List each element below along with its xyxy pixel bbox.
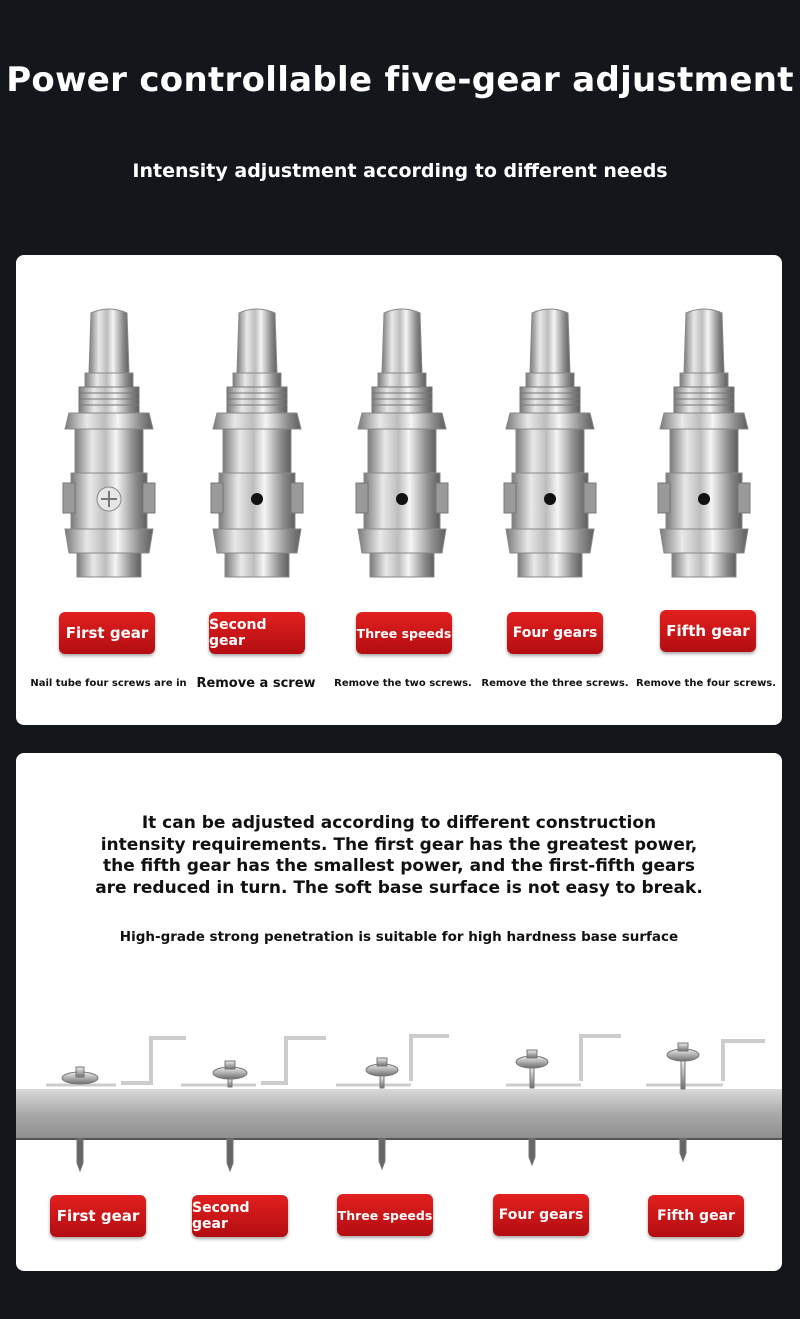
penetration-note: High-grade strong penetration is suitable for high hardness base surface <box>119 929 679 945</box>
bottom-gear-badge-2: Second gear <box>192 1195 288 1237</box>
description-paragraph <box>16 813 782 899</box>
gear-badge-2: Second gear <box>209 612 305 654</box>
gear-badge-5: Fifth gear <box>660 610 756 652</box>
gear-comparison-panel <box>16 255 782 725</box>
gear-caption-1: Nail tube four screws are in <box>30 678 187 689</box>
gear-caption-5: Remove the four screws. <box>636 678 777 689</box>
gear-caption-3: Remove the two screws. <box>334 678 472 689</box>
nail-tube-image-4 <box>490 303 610 583</box>
gear-badge-3: Three speeds <box>356 612 452 654</box>
bottom-gear-badge-1: First gear <box>50 1195 146 1237</box>
nail-tube-image-2 <box>197 303 317 583</box>
penetration-panel <box>16 753 782 1271</box>
gear-caption-4: Remove the three screws. <box>481 678 629 689</box>
page-subtitle: Intensity adjustment according to different needs <box>132 160 668 182</box>
nail-penetration-diagram <box>16 1023 782 1183</box>
bottom-gear-badge-3: Three speeds <box>337 1194 433 1236</box>
description-line: are reduced in turn. The soft base surface is not easy to break. <box>95 877 703 898</box>
page-title: Power controllable five-gear adjustment <box>6 60 794 100</box>
description-line: intensity requirements. The first gear has the greatest power, <box>100 834 698 855</box>
gear-badge-1: First gear <box>59 612 155 654</box>
bottom-gear-badge-4: Four gears <box>493 1194 589 1236</box>
description-line: the fifth gear has the smallest power, and the first-fifth gears <box>102 856 696 876</box>
description-line: It can be adjusted according to different construction <box>141 813 657 833</box>
gear-caption-2: Remove a screw <box>196 676 316 691</box>
nail-tube-image-1 <box>49 303 169 583</box>
gear-badge-4: Four gears <box>507 612 603 654</box>
nail-tube-image-5 <box>644 303 764 583</box>
bottom-gear-badge-5: Fifth gear <box>648 1195 744 1237</box>
nail-tube-image-3 <box>342 303 462 583</box>
